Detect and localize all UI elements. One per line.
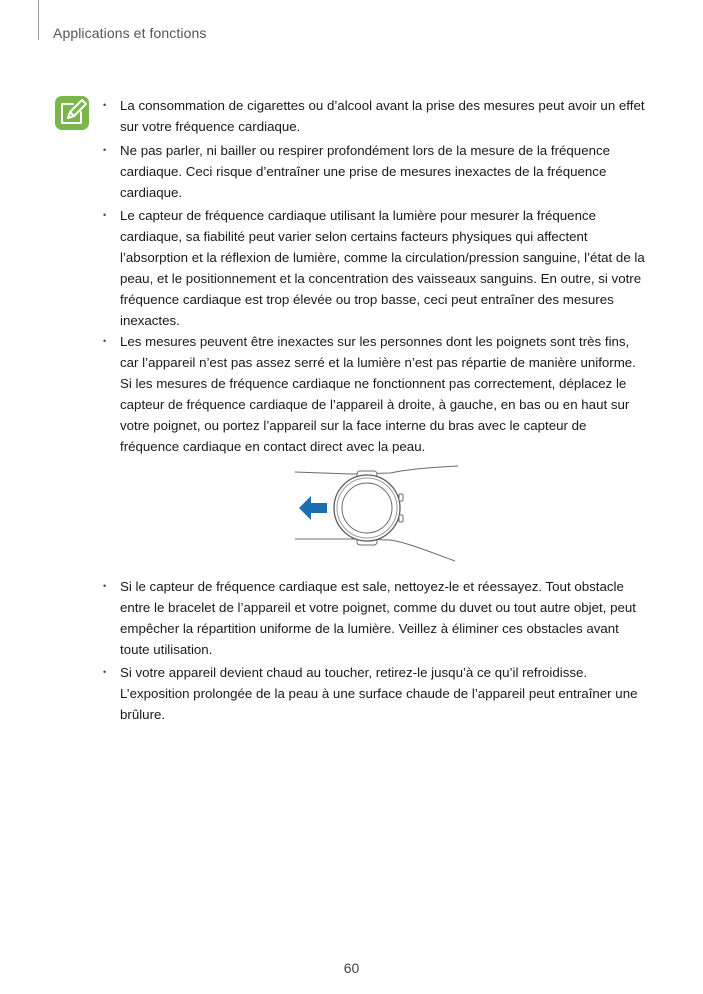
bullet-item: • Les mesures peuvent être inexactes sur les personnes dont les poignets sont très fins, car l’appareil n’est pas assez serré et la lumière n’est pas répartie de manière uniforme. Si les mesures de fréquence cardiaque ne fonctionnent pas correctement, déplacez le capteur de fréquence cardiaque de l’appareil à droite, à gauche, en bas ou en haut sur votre poignet, ou portez l’appareil sur la face interne du bras avec le capteur de fréquence cardiaque en contact direct avec la peau. [120, 331, 648, 457]
bullet-item: • La consommation de cigarettes ou d’alcool avant la prise des mesures peut avoir un effet sur votre fréquence cardiaque. [120, 95, 648, 137]
bullet-item: • Si le capteur de fréquence cardiaque est sale, nettoyez-le et réessayez. Tout obstacle entre le bracelet de l’appareil et votre poignet, comme du duvet ou tout autre objet, peut empêcher la répartition uniforme de la lumière. Veillez à éliminer ces obstacles avant toute utilisation. [120, 576, 648, 660]
watch-side-button-top [399, 494, 403, 501]
bullet-item: • Ne pas parler, ni bailler ou respirer profondément lors de la mesure de la fréquence cardiaque. Ceci risque d’entraîner une prise de mesures inexactes de la fréquence cardiaque. [120, 140, 648, 203]
running-header: Applications et fonctions [53, 25, 207, 41]
page-number: 60 [343, 960, 360, 976]
watch-side-button-bottom [399, 515, 403, 522]
margin-rule [38, 0, 39, 40]
watch-on-wrist-illustration [295, 462, 460, 564]
note-pencil-icon [55, 96, 89, 130]
bullet-item: • Si votre appareil devient chaud au toucher, retirez-le jusqu’à ce qu’il refroidisse. L’exposition prolongée de la peau à une surface chaude de l’appareil peut entraîner une brûlure. [120, 662, 648, 725]
arrow-left-icon [299, 496, 327, 520]
watch-face [342, 483, 392, 533]
bullet-item: • Le capteur de fréquence cardiaque utilisant la lumière pour mesurer la fréquence cardiaque, sa fiabilité peut varier selon certains facteurs physiques qui affectent l’absorption et la réflexion de lumière, comme la circulation/pression sanguine, l’état de la peau, et le positionnement et la concentration des vaisseaux sanguins. En outre, si votre fréquence cardiaque est trop élevée ou trop basse, ceci peut entraîner des mesures inexactes. [120, 205, 648, 331]
